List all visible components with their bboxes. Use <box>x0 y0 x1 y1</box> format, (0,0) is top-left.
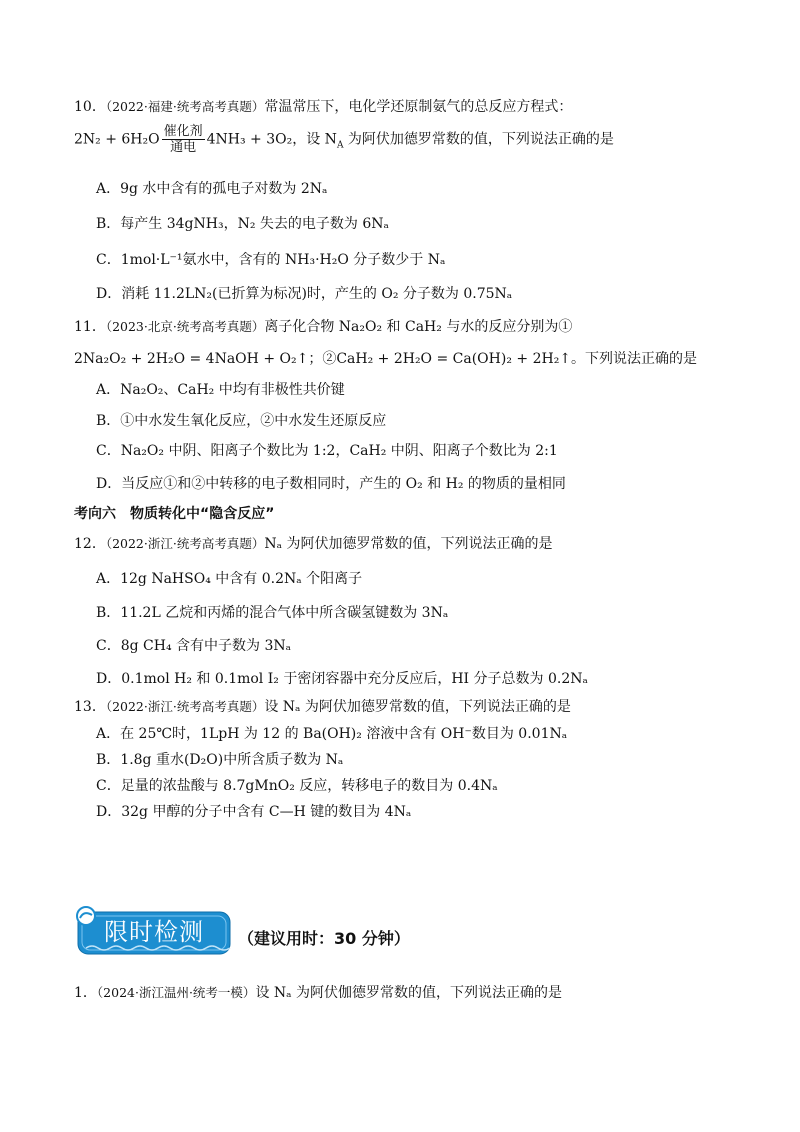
q12-source: （2022·浙江·统考高考真题） <box>105 536 265 551</box>
q10-eq-right: 4NH₃ + 3O₂ <box>206 131 293 148</box>
q11-source: （2023·北京·统考高考真题） <box>105 319 265 334</box>
q13-number: 13． <box>74 699 106 715</box>
q10-option-d: D．消耗 11.2LN₂(已折算为标况)时，产生的 O₂ 分子数为 0.75Nₐ <box>96 286 513 302</box>
q10-stem-na: ，设 N <box>292 131 337 148</box>
q10-stem-na-sub: A <box>336 140 344 151</box>
q10-source: （2022·福建·统考高考真题） <box>105 99 265 114</box>
q11-stem-line1 <box>74 318 572 336</box>
q12-option-c: C．8g CH₄ 含有中子数为 3Nₐ <box>96 638 292 654</box>
q13-stem <box>74 698 571 716</box>
section-heading: 考向六 物质转化中“隐含反应” <box>74 506 275 522</box>
q10-number: 10． <box>74 99 106 115</box>
q13-option-d: D．32g 甲醇的分子中含有 C—H 键的数目为 4Nₐ <box>96 804 412 820</box>
q12-option-d: D．0.1mol H₂ 和 0.1mol I₂ 于密闭容器中充分反应后，HI 分子总数为 0.2Nₐ <box>96 671 588 687</box>
q12-option-a: A．12g NaHSO₄ 中含有 0.2Nₐ 个阳离子 <box>96 571 363 587</box>
q10-option-b: B．每产生 34gNH₃，N₂ 失去的电子数为 6Nₐ <box>96 216 389 232</box>
q13-source: （2022·浙江·统考高考真题） <box>105 699 265 714</box>
q13-option-b: B．1.8g 重水(D₂O)中所含质子数为 Nₐ <box>96 752 344 768</box>
q10-stem-tail: 为阿伏加德罗常数的值，下列说法正确的是 <box>343 131 614 148</box>
q13-stem-text: 设 Nₐ 为阿伏加德罗常数的值，下列说法正确的是 <box>264 699 571 715</box>
q12-stem <box>74 535 552 553</box>
q11-option-b: B．①中水发生氧化反应，②中水发生还原反应 <box>96 413 387 429</box>
badge-title: 限时检测 <box>104 918 204 946</box>
q13-option-c: C．足量的浓盐酸与 8.7gMnO₂ 反应，转移电子的数目为 0.4Nₐ <box>96 778 498 794</box>
q12-option-b: B．11.2L 乙烷和丙烯的混合气体中所含碳氢键数为 3Nₐ <box>96 605 449 621</box>
q1-stem <box>74 984 562 1002</box>
q10-eq-catalyst: 催化剂 <box>163 124 203 139</box>
q10-stem-text: 常温常压下，电化学还原制氨气的总反应方程式： <box>264 99 573 115</box>
wave-icon <box>77 907 95 925</box>
q11-stem-line2: 2Na₂O₂ + 2H₂O = 4NaOH + O₂↑；②CaH₂ + 2H₂O = Ca(OH)₂ + 2H₂↑。下列说法正确的是 <box>74 351 698 367</box>
q1-number: 1． <box>74 985 97 1001</box>
q1-source: （2024·浙江温州·统考一模） <box>96 985 256 1000</box>
badge-note: （建议用时：30 分钟） <box>238 929 410 948</box>
q10-equation-line <box>74 124 614 155</box>
q13-option-a: A．在 25℃时，1LpH 为 12 的 Ba(OH)₂ 溶液中含有 OH⁻数目为 0.01Nₐ <box>96 726 568 742</box>
q11-option-c: C．Na₂O₂ 中阴、阳离子个数比为 1:2，CaH₂ 中阴、阳离子个数比为 2:1 <box>96 443 558 459</box>
q10-stem-line1 <box>74 98 572 116</box>
q1-stem-text: 设 Nₐ 为阿伏伽德罗常数的值，下列说法正确的是 <box>255 985 562 1001</box>
q11-option-d: D．当反应①和②中转移的电子数相同时，产生的 O₂ 和 H₂ 的物质的量相同 <box>96 476 566 492</box>
q11-stem-text: 离子化合物 Na₂O₂ 和 CaH₂ 与水的反应分别为① <box>264 319 573 335</box>
q11-option-a: A．Na₂O₂、CaH₂ 中均有非极性共价键 <box>96 382 345 398</box>
q12-stem-text: Nₐ 为阿伏加德罗常数的值，下列说法正确的是 <box>264 536 553 552</box>
q12-number: 12． <box>74 536 106 552</box>
q10-option-a: A．9g 水中含有的孤电子对数为 2Nₐ <box>96 181 328 197</box>
q10-eq-left: 2N₂ + 6H₂O <box>74 131 160 148</box>
q10-reaction-arrow <box>162 124 205 155</box>
q10-eq-condition: 通电 <box>170 140 197 155</box>
q11-number: 11． <box>74 319 106 335</box>
q10-option-c: C．1mol·L⁻¹氨水中，含有的 NH₃·H₂O 分子数少于 Nₐ <box>96 252 446 268</box>
